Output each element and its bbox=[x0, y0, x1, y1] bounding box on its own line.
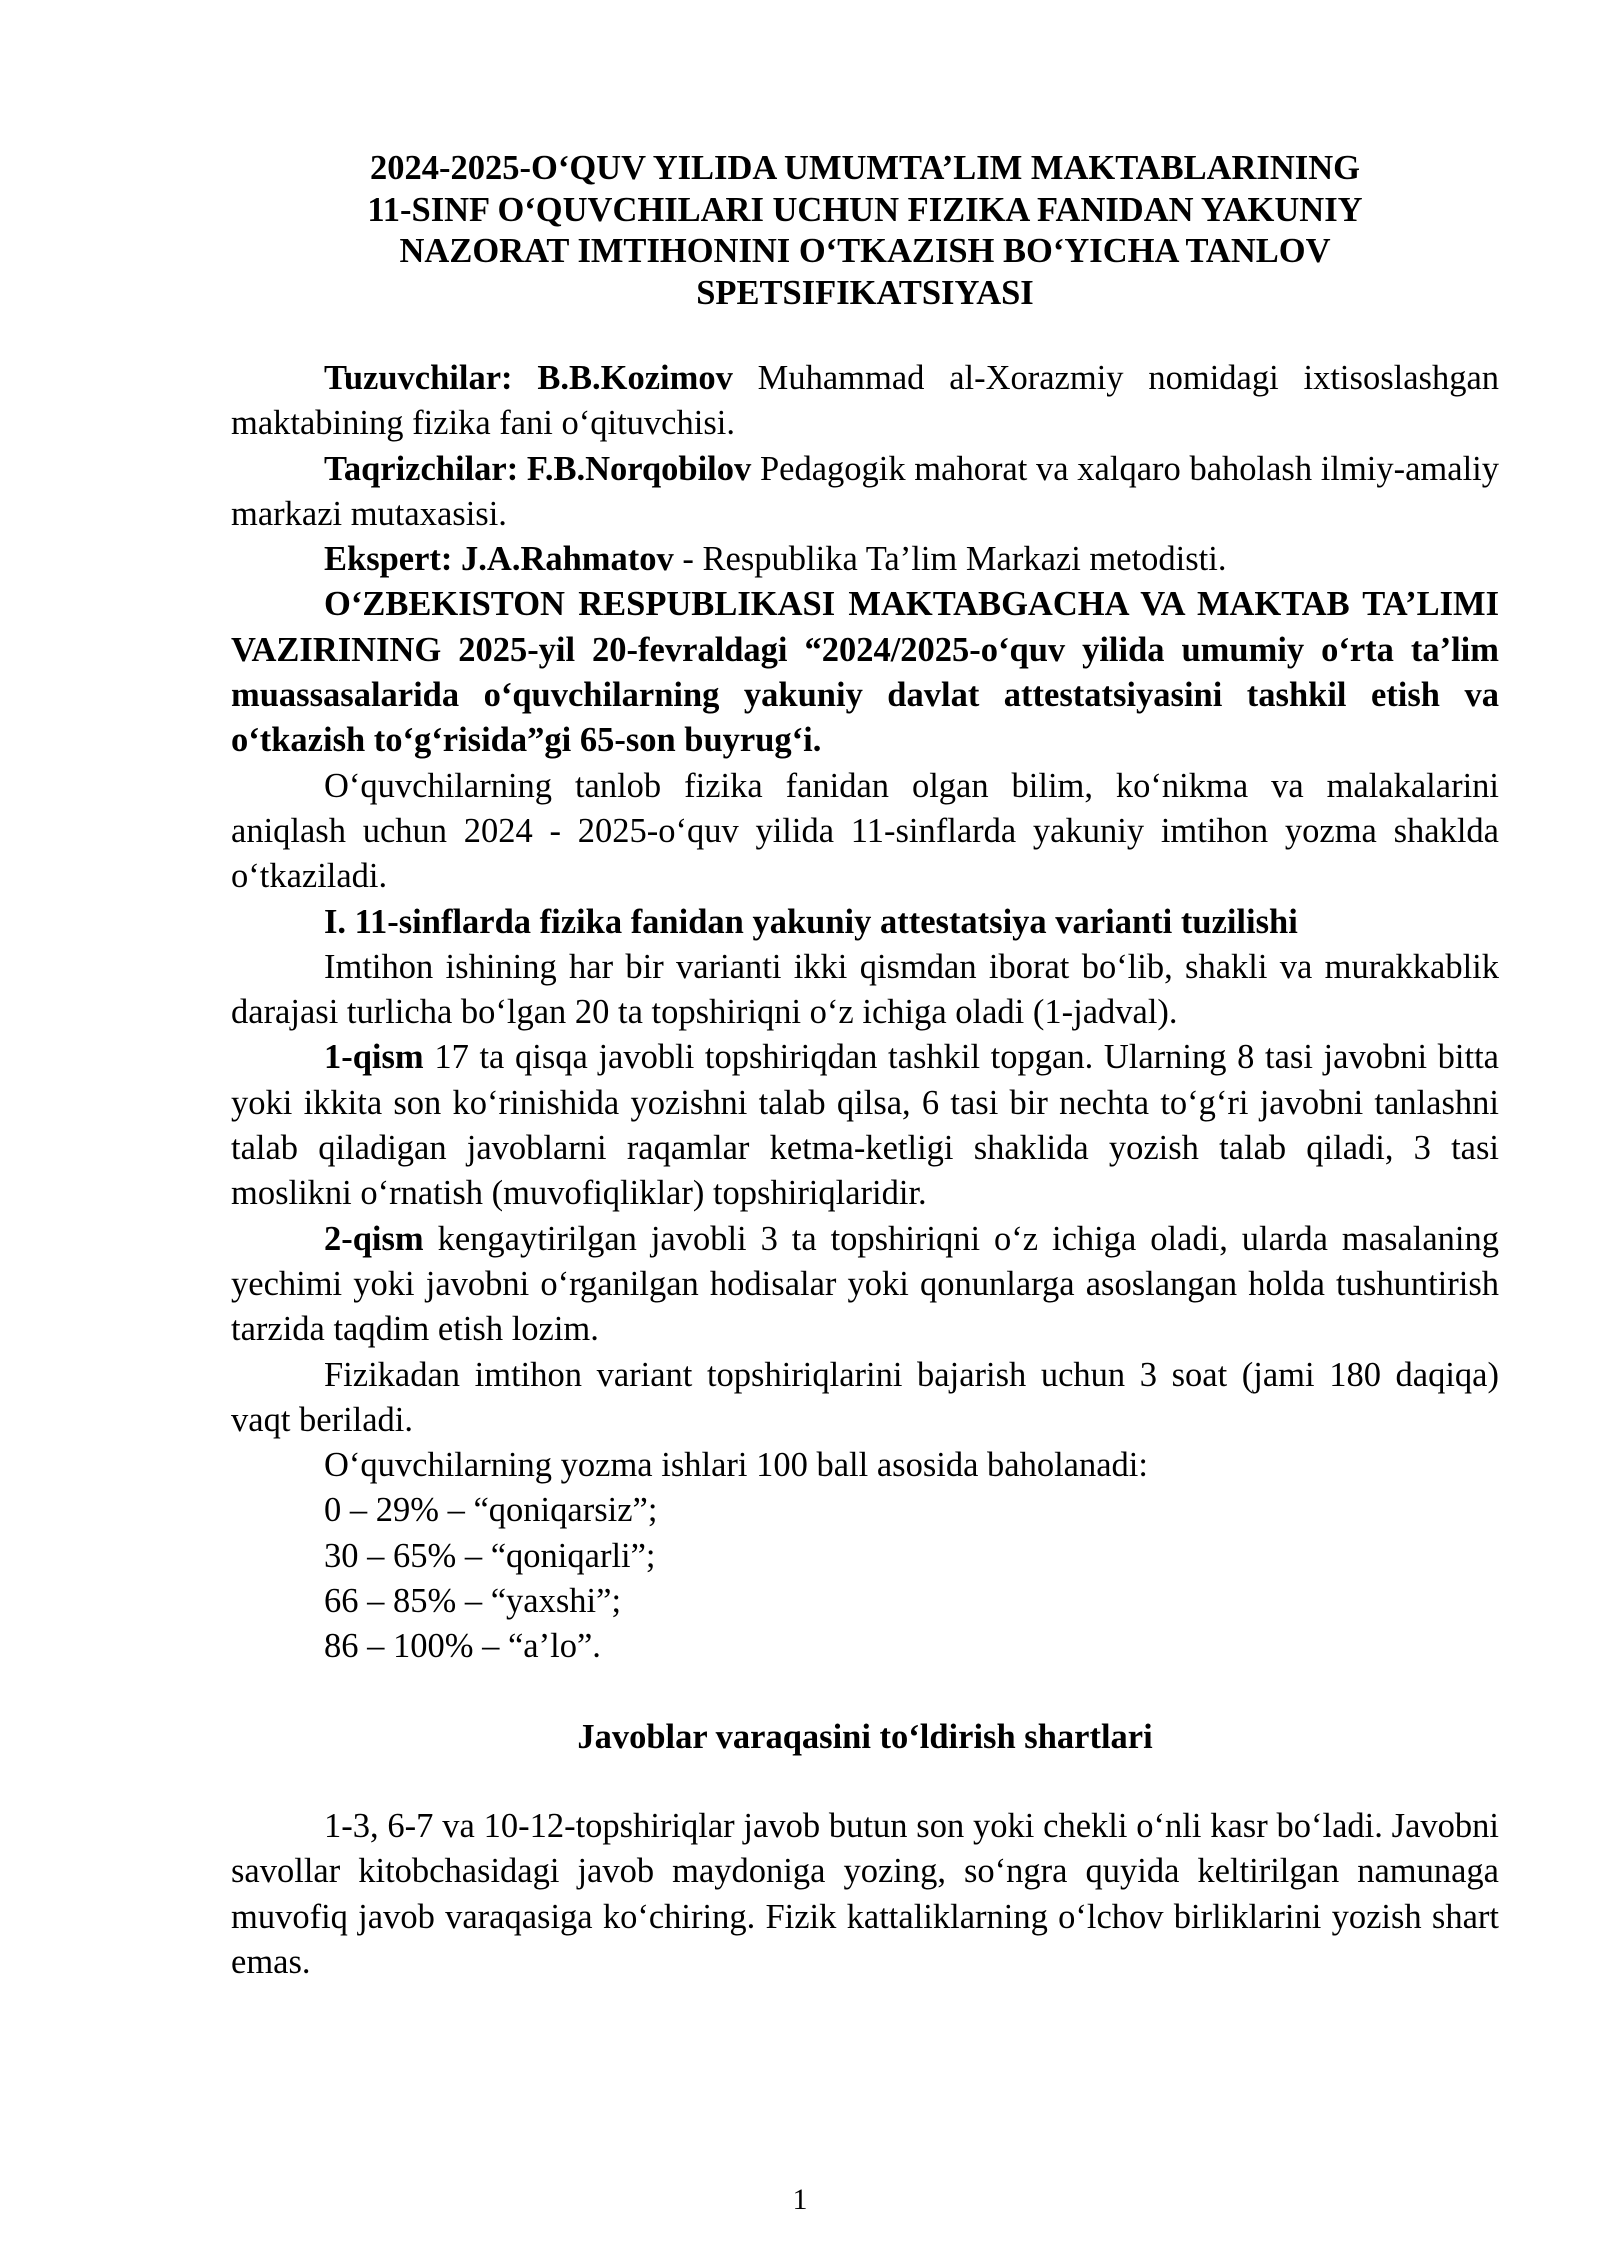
answer-sheet-paragraph: 1-3, 6-7 va 10-12-topshiriqlar javob butun son yoki chekli o‘nli kasr bo‘ladi. Javobni savollar kitobchasidagi javob maydoniga yozing, so‘ngra quyida keltirilgan namunaga muvofiq javob varaqasiga ko‘chiring. Fizik kattaliklarning o‘lchov birliklarini yozish shart emas. bbox=[231, 1806, 1499, 1981]
grade-item: 0 – 29% – “qoniqarsiz”; bbox=[324, 1491, 658, 1530]
grade-item: 86 – 100% – “a’lo”. bbox=[324, 1627, 601, 1666]
document-title bbox=[231, 148, 1499, 314]
section-heading-text: I. 11-sinflarda fizika fanidan yakuniy attestatsiya varianti tuzilishi bbox=[324, 902, 1298, 941]
title-line: 2024-2025-O‘QUV YILIDA UMUMTA’LIM MAKTABLARINING bbox=[370, 149, 1360, 187]
grading-intro: O‘quvchilarning yozma ishlari 100 ball asosida baholanadi: bbox=[324, 1446, 1148, 1485]
grade-item: 30 – 65% – “qoniqarli”; bbox=[324, 1536, 656, 1575]
decree-paragraph bbox=[231, 582, 1499, 763]
part2-label: 2-qism bbox=[324, 1219, 424, 1258]
intro-paragraph: O‘quvchilarning tanlob fizika fanidan olgan bilim, ko‘nikma va malakalarini aniqlash uchun 2024 - 2025-o‘quv yilida 11-sinflarda yakuniy imtihon yozma shaklda o‘tkaziladi. bbox=[231, 766, 1499, 896]
reviewers-description: Pedagogik mahorat va xalqaro baholash ilmiy-amaliy markazi mutaxasisi. bbox=[231, 449, 1499, 533]
page-number: 1 bbox=[792, 2183, 808, 2216]
decree-text: O‘ZBEKISTON RESPUBLIKASI MAKTABGACHA VA MAKTAB TA’LIMI VAZIRINING 2025-yil 20-fevraldagi “2024/2025-o‘quv yilida umumiy o‘rta ta’lim muassasalarida o‘quvchilarning yakuniy davlat attestatsiyasini tashkil etish va o‘tkazish to‘g‘risida”gi 65-son buyrug‘i. bbox=[231, 585, 1499, 760]
document-page bbox=[231, 148, 1499, 1985]
reviewers-paragraph bbox=[231, 447, 1499, 538]
compilers-label: Tuzuvchilar: bbox=[324, 359, 513, 397]
part1-paragraph bbox=[231, 1035, 1499, 1216]
time-paragraph: Fizikadan imtihon variant topshiriqlarini bajarish uchun 3 soat (jami 180 daqiqa) vaqt beriladi. bbox=[231, 1355, 1499, 1439]
compilers-name: B.B.Kozimov bbox=[537, 359, 733, 397]
title-line: 11-SINF O‘QUVCHILARI UCHUN FIZIKA FANIDAN YAKUNIY bbox=[367, 190, 1363, 229]
compilers-paragraph bbox=[231, 356, 1499, 447]
part2-paragraph bbox=[231, 1217, 1499, 1353]
grades-list bbox=[231, 1488, 1499, 1669]
part2-text: kengaytirilgan javobli 3 ta topshiriqni o‘z ichiga oladi, ularda masalaning yechimi yoki javobni o‘rganilgan hodisalar yoki qonunlarga asoslangan holda tushuntirish tarzida taqdim etish lozim. bbox=[231, 1219, 1499, 1349]
title-line: SPETSIFIKATSIYASI bbox=[696, 273, 1034, 312]
section-paragraph: Imtihon ishining har bir varianti ikki qismdan iborat bo‘lib, shakli va murakkablik darajasi turlicha bo‘lgan 20 ta topshiriqni o‘z ichiga oladi (1-jadval). bbox=[231, 947, 1499, 1032]
compilers-description: Muhammad al-Xorazmiy nomidagi ixtisoslashgan maktabining fizika fani o‘qituvchisi. bbox=[231, 359, 1500, 443]
expert-description: - Respublika Ta’lim Markazi metodisti. bbox=[673, 540, 1227, 579]
part1-label: 1-qism bbox=[324, 1038, 424, 1077]
grade-item: 66 – 85% – “yaxshi”; bbox=[324, 1582, 622, 1621]
title-line: NAZORAT IMTIHONINI O‘TKAZISH BO‘YICHA TANLOV bbox=[399, 232, 1331, 270]
section-heading bbox=[231, 900, 1499, 945]
expert-label: Ekspert: J.A.Rahmatov bbox=[324, 540, 674, 579]
answer-sheet-heading: Javoblar varaqasini to‘ldirish shartlari bbox=[577, 1717, 1153, 1756]
part1-text: 17 ta qisqa javobli topshiriqdan tashkil topgan. Ularning 8 tasi javobni bitta yoki ikkita son ko‘rinishida yozishni talab qilsa, 6 tasi bir nechta to‘g‘ri javobni tanlashni talab qiladigan javoblarni raqamlar ketma-ketligi shaklida yozish talab qiladi, 3 tasi moslikni o‘rnatish (muvofiqliklar) topshiriqlaridir. bbox=[231, 1038, 1499, 1213]
reviewers-label: Taqrizchilar: bbox=[324, 449, 519, 488]
reviewers-name: F.B.Norqobilov bbox=[526, 449, 752, 488]
expert-paragraph bbox=[231, 537, 1499, 582]
